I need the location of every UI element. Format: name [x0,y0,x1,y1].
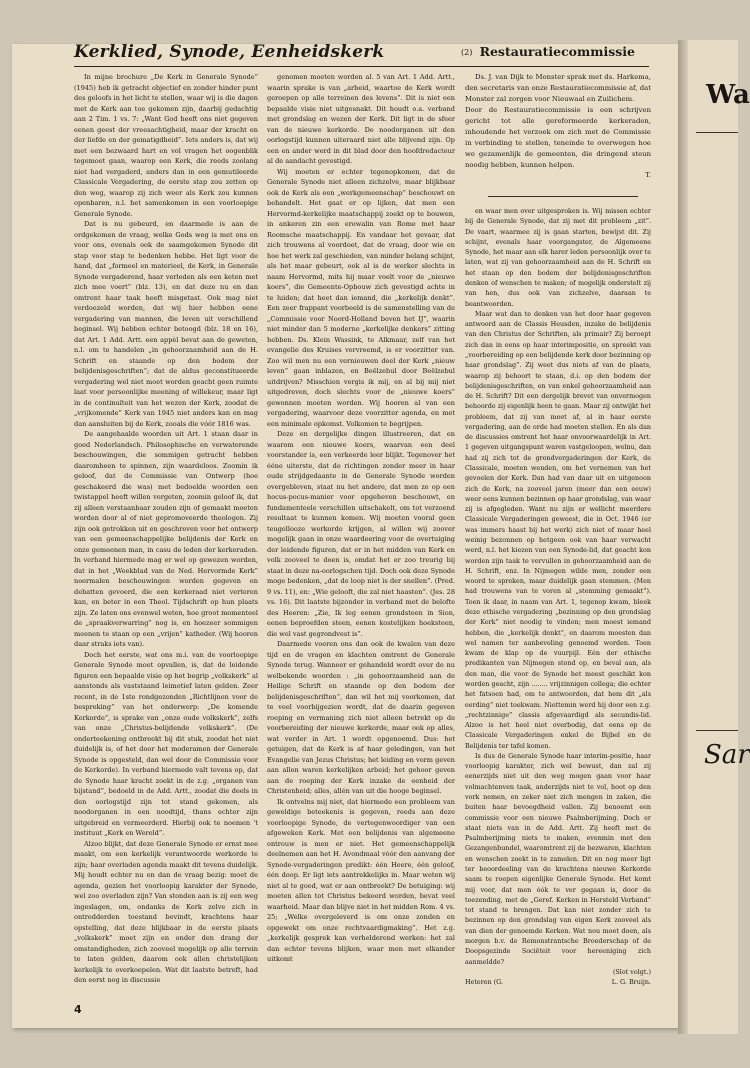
notice-text: Ds. J. van Dijk te Monster sprak met ds. Harkema, den secretaris van onze Restauratiecommissie af, dat Monster zal zorgen voor Nieuwaal en Zuilichem. Door de Restauratiecommissie is een schrijven gericht tot alle gereformeerde kerkeraden, inhoudende het verzoek om zich met de Commissie in verbinding te stellen, teneinde te overwegen hoe we gezamenlijk de gemeenten, die dringend steun noodig hebben, kunnen helpen. [465,73,651,169]
column-divider [488,196,638,197]
adjacent-page-heading: Wa [706,80,750,110]
paragraph: genomen moeten worden al. 5 van Art. 1 Add. Artt., waarin sprake is van „arbeid, waartoe de Kerk wordt geroepen op alle terreinen des levens”. Dit is niet een bepaalde visie niet uitgesnakt. Dit houdt o.a. verband met grondslag en wezen der Kerk. Dit ligt in de sfeer van de nieuwe kerkorde. De noodorganen uit den oorlogstijd kunnen uiteraard niet alle blijvend zijn. Op een en ander werd in dit blad door den hoofdredacteur al de aandacht gevestigd. [267,73,455,165]
paragraph: In mijne brochure „De Kerk in Generale Synode” (1945) heb ik getracht objectief en zonder hinder punt des geloofs in het licht te stellen, waar wij is die dagen met de Kerk aan toe gekomen zijn, daarbij gedachtig aan 2 Tim. 1 vs. 7: „Want God heeft ons niet gegeven eenen geest der vreesachtigheid, maar der kracht en der liefde en der gematigdheid”. Iets anders is, dat wij met een bezwaard hart en vol vragen het oogenblik tegemoet gaan, waarop een Kerk, die reeds zoolang niet had vergaderd, anders dan in een gemutileerde Classicale Vergadering, de eerste stap zou zetten op den weg, waarop zij zich weer als Kerk zou kunnen openbaren, n.l. het samenkomen in een voorloopige Generale Synode. [74,73,258,218]
paragraph: Is dus de Generale Synode haar interim-positie, haar voorloopig karakter, zich wel bewust, dan zal zij eenerzijds niet uit den weg mogen gaan voor haar volmachtenven taak, anderzijds niet te vol, hoot op den vork nemen, en zeker niet zich mengen in zaken, die buiten haar bevoegdheid vallen. Zij benoemt een commissie voor een nieuwe Psalmberijming. Doch er staat niets van in de Add. Artt. Zij heeft met de Psalmberijming niets te maken, evenmin met den Gezangenbundel, waaromtrent zij de bezwaren, klachten en wenschen zoekt in te zamelen. Dit en nog meer ligt ter beoordeeling van de krachtens nieuwe Kerkorde saam te roepen eigenlijke Generale Synode. Het komt mij voor, dat men óók te ver gegaan is, door de toezending, met de „Geref. Kerken in Hersteld Verband” tot stand te brengen. Dat kan niet zonder zich te bezinnen op den grondslag van eigen Kerk zooveel als van dien der genoemde Kerken. Wat nou moet doen, als morgen b.v. de Remonstrantsche Broederschap of de Doopsgezinde Sociëteit voor hereeniging zich aanmeldde? [465,751,651,966]
restauratie-column [465,72,651,181]
paragraph: Dat is nu gebeurd, en daarmede is aan de ordgekomen de vraag, welke Gods weg is met ons en voor ons, evenals ook de saamgekomen Synode dit stap voor stap te bedenken hebbe. Het ligt voor de hand, dat „formeel en materieel, de Kerk, in Generale Synode vergaderend, haar verleden als een keten met zich mee voert” (blz. 13), en dat deze nu en dan omtrent haar taak heeft misgetast. Ook mag niet verdoezeld worden, dat wij hier hebben eene vergadering van mannen, die leven uit verschillend beginsel. Wij hebben echter betoogd (blz. 18 en 16), dat Art. 1 Add. Artt. een appèl bevat aan de geweten, n.l. om te handelen „in gehoorzaamheid aan de H. Schrift en staande op den bodem der belijdenisgeschriften”; dat de aldus geconstitueerde vergadering wel niet moet worden geacht geen ruimte laat voor persoonlijke meening of willekeur, maar ligt in de continuïteit van het wezen der Kerk, zoodat de „vrijkomende” Kerk van 1945 niet anders kan en mag dan aansluiten bij de Kerk, zooals die vóór 1816 was. [74,220,258,428]
article-column-3 [465,206,651,987]
paragraph: Doch het eerste, wat ons m.i. van de voorloopige Generale Synode moet opvallen, is, dat de leidende figuren een bepaalde visie op het begrip „volkskerk” al aanstonds als vaststaand leimotief laten gelden. Zeer recent, in de 1ste rondgezonden „Richtlijnen voor de bespreking” van het onderwerp: „De komende Kerkorde”, is sprake van „onze oude volkskerk”, zelfs van onze „Christus-belijdende volkskerk”. (De onderteekening ontbreekt bij dit stuk, zoodat het niet duidelijk is, of het door het moderamen der Generale Synode is opgesteld, dan wel door de Commissie voor de Kerkorde). In verband hiermede valt tevens op, dat de Synode haar kracht zoekt in de z.g. „organen van bijstand”, bedoeld in de Add. Artt., zoodat die deels in den oorlogstijd zijn tot stand gekomen, als noodorganen in een noodtijd, thans echter zijn uitgebreid en vermeerderd. Hierbij ook te noemen 't instituut „Kerk en Wereld”. [74,650,258,837]
article-title: Kerklied, Synode, Eenheidskerk [74,42,385,62]
author: L. G. Bruijn. [611,978,651,987]
adjacent-page [688,40,750,1034]
page-number: 4 [74,1003,82,1016]
article-header [66,42,651,72]
header-rule [74,66,649,67]
page-gutter [678,40,688,1034]
paragraph: De aangehaalde woorden uit Art. 1 staan daar in goed Nederlandsch. Philosophische en verwaterende beschouwingen, die sommigen getracht hebben daaromheen te spinnen, zijn waardeloos. Zoomin ik geloof, dat de Commissie van Ontwerp (hoe geschakeerd die was) met bedoelde woorden een twistappel heeft willen vergeten, zoomin geloof ik, dat zij alleen verstaanbaar zouden zijn of gemaakt moeten worden door al of niet gepromoveerde theologen. Zij zijn ook getrokken uit en geschreven voor het ontwerp van een gemeenschappelijke belijdenis der Kerk en onze gemeenen man, in casu de leden der kerkeraden. In verband hiermede mag er wel op gewezen worden, dat in het „Weekblad van de Ned. Hervormde Kerk” noermalen beschouwingen worden gegeven en debatten gevoerd, die een kerkeraad niet verteren kan, en beter in een Theol. Tijdschrift op hun plaats zijn. Ze laten ons evenwel weten, hoe groot momenteel de „spraakverwarring” nog is, en hoezeer sommigen meenen te staan op een „vrijen” katheder. (Wij hooren daar straks iets van). [74,430,258,648]
paragraph: Wij moeten er echter tegenopkomen, dat de Generale Synode niet alleen zichzelve, maar blijkbaar ook de Kerk als een „werkgemeenschap” beschouwt en behandelt. Het gaat er op lijken, dat men een Hervormd-kerkelijke maatschappij zoekt op te bouwen, in ankeren zin een erewalin van Rome met haar Roomsche maatschappij. En vandaar het gevaar, dat zich trouwens al voordoet, dat de vraag, door wie en hoe het werk zal geschieden, van minder belang schijnt, als het maar gebeurt, ook al is de werker slechts in naam Hervormd, mits hij maar voelt voor de „nieuwe koers”, die Gemeente-Opbouw zich gevestigd achte in te luiden; dat heet dan iemand, die „kerkelijk denkt”. Een zeer frappant voorbeeld is de samenstelling van de „Commissie voor Noord-Holland boven het IJ”, waarin niet minder dan 5 moderne „kerkelijke denkers” zitting hebben. Ds. Klein Wassink, te Alkmaar, zelf van het evangelie des Kruises vervreemd, is er voorzitter van. Zoo wil men nu een vernieuwen deel der Kerk „nieuw leven” gaan inblazen, en Beëlzebul door Beëlzebul uitdrijven? Misschien vergis ik mij, en al bij mij niet uitgedreven, doch slechts voor de „nieuwe koers” gewonnen moeten worden. Wij hooren al van een vergadering, waarvoor deze voorzitter agenda, en met een minimale opkomst. Volkomen te begrijpen. [267,167,455,428]
paragraph: Alzoo blijkt, dat deze Generale Synode er ernst mee maakt, om een kerkelijk verantwoorde werkorde te zijn; haar overladen agenda maakt dit tevens duidelijk. Mij houdt echter nu en dan de vraag bezig: moet de agenda, gezien het voorloopig karakter der Synode, wel zoo overladen zijn? Van stonden aan is zij een weg ingeslagen, om, ondanks de Kerk zelve zich in ontredderden toestand bevindt, krachtens haar opstelling, dat deze blijkbaar in de eerste plaats „volkskerk” moet zijn en onder den drang der omstandigheden, zich zooveel mogelijk op alle terrein te laten gelden, daarom ook allen christelijken kerkelijk te overkoepelen. Wat dit laatste betreft, had den eerst nog in discussie [74,839,258,984]
notice-signature: T. [645,171,651,180]
signature-row [465,977,651,987]
article-column-1 [74,72,258,986]
paragraph: Maar wat dan te denken van het door haar gegeven antwoord aan de Classis Heusden, inzake de belijdenis van den Christus der Schriften, als primair? Zij beroept zich dan in eens op haar interimpositie, en spreekt van „voorbereiding op een belijdende kerk door bezinning op haar grondslag”. Zij weet dus niets af van de plaats, waarop zij behoort te staan, d.i. op den bodem der belijdenisgeschriften, en van enkel gehoorzaamheid aan de H. Schrift? Dit een dergelijk brevet van onvermogen behoorde zij eigenlijk heen te gaan. Maar zij ontwijkt het probleem, dat zij van meet af, al in haar eerste vergadering, aan de orde had moeten stellen. En als dan de discussies omtrent het haar onvoorwaardelijk in Art. 1 gegeven uitgangspunt waren vastgeloopen, welnu, dan had zij zich tot de grondvergaderingen der Kerk, de Classicale, moeten wenden, om het vernemen van het gevoelen der Kerk. Dan had van daar uit en uitgenoon zich de Kerk, na zooveel jaren (meer dan een eeuw) weer eens kunnen bezinnen op haar grondslag, van waar zij is afgegleden. Want nu zijn er wellicht meerdere Classicale Vergaderingen geweest, die in Oct. 1946 (er was immers haast bij het werk) zich niet of maar heel weinig bezonnen op hetgeen ook van haar verwacht werd, n.l. het kiezen van een Synode-lid, dat geacht kon worden zijn taak te vervullen in gehoorzaamheid aan de H. Schrift, enz. In Nijmegen wilde men, zonder een woord te spreken, maar duidelijk gaan stemmen. (Men had trouwens van te voren al „stemming gemaakt”). Toen ik daar, in naam van Art. 1, tegenop kwam, bleek deze ethische vergadering „bezinning op den grondslag der Kerk” niet noodig te vinden; men moest iemand hebben, die „kerkelijk denkt”, en daarom moesten dan wel namen ter aanbeveling genoemd worden. Toen kwam de klap op de vuurpijl. Eén der ethische predikanten van Nijmegen stond op, en beval aan, als den man, die voor de Synode het meest geschikt kon worden geacht, zijn ........ vrijzinnigen collega; die echter het fatsoen had, om te antwoorden, dat hem dit „als eerding” niet toekwam. Niettemin werd hij door een z.g. „rechtzinnige” classis afgevaardigd als secundis-lid. Alzoo is het heel niet overbodig, dat eens op de Classicale Vergaderingen enkel de Bijbel en de Belijdenis ter tafel komen. [465,309,651,750]
divider [696,730,738,731]
article-column-2 [267,72,455,965]
article-part: (2) [461,48,473,57]
paragraph: Deze en dergelijke dingen illustreeren, dat en waarom een nieuwe koers, waarvan een deel voorstander is, een verkeerde leer blijkt. Tegenover het ééne uiterste, dat de richtingen zonder meer in haar oude strijdgedaante in de Generale Synode worden overgebleven, staat nu het andere, dat men ze op een hocus-pocus-manier voor opgeheven beschouwt, en fundamenteele verschillen uitschakelt, om tot verzoend resultaat te kunnen komen. Wij moeten vooral geen teugellooze werkorde krijgen, al willen wij zoover mogelijk gaan in onze waardeering voor de overtuiging der leidende figuren, dat er in het midden van Kerk en volk zooveel te doen is, omdat het er zoo treurig bij staat in deze na-oorlogschen tijd. Doch ook deze Synode moge bedenken, „dat de loop niet is der snellen”. (Pred. 9 vs. 11), en: „Wie gelooft, die zal niet haasten”. (Jes. 28 vs. 16). Dit laatste bijzonder in verband met de belofte des Heeren: „Zie, Ik leg eenen grondsteen in Sion, eenen beproefden steen, eenen kostelijken hoeksteen, die wel vast gegrondvest is”. [267,430,455,638]
divider [696,132,738,133]
paragraph: Ik ontvelns mij niet, dat hiermede een probleem van geweldige beteekenis is gegeven, reeds aan deze voorloopige Synode, de vertegenwoordiger van een afgeweken Kerk. Met een belijdenis van algemeene ontrouw is men er niet. Het gemeenschappelijk deelnemen aan het H. Avondmaal vóór den aanvang der Synode-vergaderingen predikt: één Heere, één geloof, één doop. Er ligt iets aantrekkelijks in. Maar weten wij niet al te goed, wat er aan ontbreekt? De betuiging: wij moeten allen tot Christus bekeerd worden, bevat veel waarheid. Maar dan blijve niet in het midden Rom. 4 vs. 25; „Welke overgeleverd is om onze zonden en opgewekt om onze rechtvaardigmaking”. Het z.g. „kerkelijk gesprek kan verhelderend werken: het zal dan echter tevens blijken, waar men met elkander uitkomt [267,797,455,963]
continued-note: (Slot volgt.) [612,967,651,976]
section-title: Restauratiecommissie [479,44,635,59]
paragraph: en waar men over uitgesproken is. Wij missen echter bij de Generale Synode, dat zij met dit probleem „zit”. De vaart, waarmee zij is gaan starten, bewijst dit. Zij schijnt, evenals haar voorgangster, de Algemeene Synode, het maar aan elk harer leden persoonlijk over te laten, wat zij van gehoorzaamheid aan de H. Schrift en het staan op den bodem der belijdenisgeschriften denken of wenschen te maken; of mogelijk onderstelt zij van hen, dus ook van zichzelve, daaraan te beantwoorden. [465,207,651,308]
paragraph: Daarmede voeren ons dan ook de kwalen van deze tijd en de vragen en klachten omtrent de Generale Synode terug. Wanneer er gehandeld wordt over de nu welbekende woorden : „in gehoorzaamheid aan de Heilige Schrift en staande op den bodem der belijdenisgeschriften”, dan wil het mij voorkomen, dat te veel voorbijgezien wordt, dat de daarin gegeven roeping en vermaning zich niet alleen betrekt op de voorbereiding der nieuwe kerkorde, maar ook op alles, wat verder in Art. 1 wordt opgenoemd. Dus: het getuigen, dat de Kerk is af haar geledingen, van het Evangelie van Jezus Christus; het leiding en vorm geven aan allen waren kerkelijken arbeid; het gehoor geven aan de roeping der Kerk inzake de eenheid der Christenheid; alles, allén van uit die hooge beginsel. [267,640,455,795]
place: Heteren (G. [465,978,504,987]
adjacent-page-heading-2: Sar [704,740,750,770]
